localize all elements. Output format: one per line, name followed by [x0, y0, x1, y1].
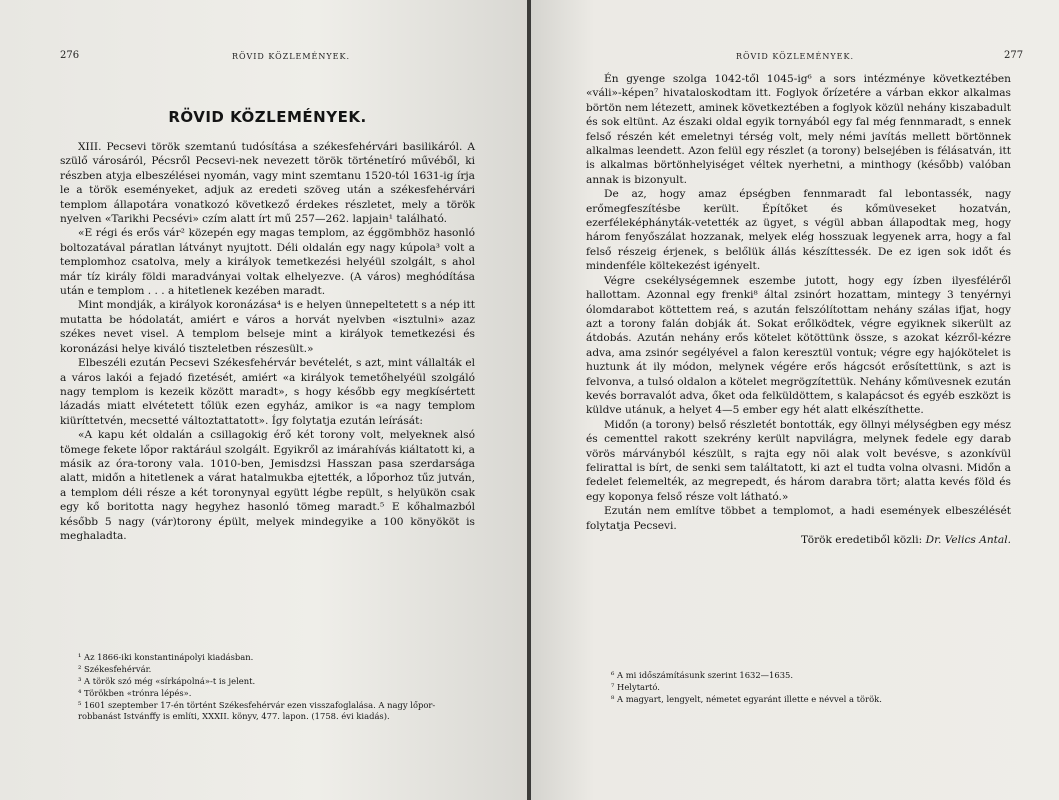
page-number: 277: [1004, 50, 1024, 61]
paragraph: Ezután nem említve többet a templomot, a hadi események elbeszélését folytatja Pecsevi.: [586, 505, 1011, 532]
paragraph: Mint mondják, a királyok koronázása⁴ is e helyen ünnepeltetett s a nép itt mutatta be hódolatát, amiért e város a horvát nyelvben «isztulni» azaz székes nevet visel. A templom belseje mint a királyok temetkezési és koronázási helye kiváló tiszteletben részesült.»: [60, 299, 476, 355]
footnote: ⁵ 1601 szeptember 17-én történt Székesfehérvár ezen visszafoglalása. A nagy lőpor-robbanást Istvánffy is említi, XXXII. könyv, 477. lapon. (1758. évi kiadás).: [78, 700, 436, 721]
paragraph: «A kapu két oldalán a csillagokig érő két torony volt, melyeknek alsó tömege fekete lőpor raktárául szolgált. Egyikről az imárahívás kiáltatott ki, a másik az óra-torony vala. 1010-ben, Jemisdzsi Hasszan pasa szerdarsága alatt, midőn a hitetlenek a várat hatalmukba ejtették, a lőporhoz tűz jutván, a templom déli része a két toronynyal együtt légbe repült, s helyükön csak egy kő boritotta nagy hegyhez hasonló tömeg maradt.⁵ E kőhalmazból később 5 nagy (vár)torony épült, melyek mindegyike a 100 könyököt is meghaladta.: [60, 429, 475, 542]
paragraph: Végre csekélységemnek eszembe jutott, hogy egy ízben ilyesféléről hallottam. Azonnal egy frenki⁸ által zsinórt hozattam, mintegy 3 tenyérnyi ólomdarabot köttettem reá, s azután felszólítottam nehány szálas ifjat, hogy azt a torony falán dobják át. Sokat erőlködtek, végre egyiknek sikerült az átdobás. Azután nehány erős kötelet kötöttünk össze, s azokat kézről-kézre adva, ama zsinór segélyével a falon keresztül vontuk; végre egy hajókötelet is huztunk át ily módon, melynek végére erős hágcsót erősítettünk, s azt is felvonva, a tulsó oldalon a kötelet megrögzítettük. Nehány kőmüvesnek ezután kevés borravalót adva, őket oda felküldöttem, s kalapácsot és egyéb eszközt is küldve utánuk, a helyet 4—5 ember egy hét alatt elkészíthette.: [586, 274, 1011, 417]
left-footnotes: [78, 652, 478, 723]
footnote: ³ A török szó még «sírkápolná»-t is jelent.: [78, 676, 256, 686]
section-title: RÖVID KÖZLEMÉNYEK.: [168, 108, 367, 126]
signature-line: [586, 533, 1011, 547]
left-body-text: [60, 140, 475, 543]
paragraph: Midőn (a torony) belső részletét bontották, egy öllnyi mélységben egy mész és cementtel rakott szekrény került napvilágra, melynek fedele egy darab vörös márványból készült, s rajta egy nõi alak volt bevésve, s azonkívül felirattal is bírt, de senki sem találtatott, ki azt el tudta volna olvasni. Midőn a fedelet felemelték, az megrepedt, és három darabra tört; alatta kevés föld és egy koponya felső része volt látható.»: [586, 418, 1011, 503]
footnote: ⁷ Helytartó.: [611, 682, 660, 692]
footnote: ⁶ A mi időszámításunk szerint 1632—1635.: [611, 670, 794, 680]
paragraph: XIII. Pecsevi török szemtanú tudósítása a székesfehérvári basilikáról. A szülő városáról, Pécsről Pecsevi-nek nevezett török történetíró művéből, ki részben atyja elbeszélései nyomán, vagy mint szemtanu 1520-tól 1631-ig írja le a török eseményeket, adjuk az eredeti szöveg után a székesfehérvári templom állapotára vonatkozó következő érdekes részletet, mely a török nyelven «Tarikhi Pecsévi» czím alatt írt mű 257—262. lapjain¹ található.: [60, 141, 475, 226]
right-footnotes: [611, 670, 1011, 706]
running-head: RÖVID KÖZLEMÉNYEK.: [232, 52, 351, 61]
paragraph: Én gyenge szolga 1042-től 1045-ig⁶ a sors intézménye következtében «váli»-képen⁷ hivataloskodtam itt. Foglyok őrízetére a várban ekkor alkalmas börtön nem létezett, aminek következtében a foglyok közül nehány kiszabadult és sok eltünt. Az északi oldal egyik tornyából egy fal még fennmaradt, s ennek felső részén két emeletnyi térség volt, mely némi javítás mellett börtönnek alkalmas leendett. Azon felül egy részlet (a torony) belsejében is félásatván, itt is alkalmas börtönhelyiséget véltek nyerhetni, a minthogy (később) valóban annak is bizonyult.: [586, 73, 1011, 186]
paragraph: «E régi és erős vár² közepén egy magas templom, az éggömbhöz hasonló boltozatával páratlan látványt nyujtott. Déli oldalán egy nagy kúpola³ volt a templomhoz csatolva, mely a királyok temetkezési helyéül szolgált, s ahol már tíz király földi maradványai voltak elhelyezve. (A város) meghódítása után e templom . . . a hitetlenek kezében maradt.: [60, 227, 475, 298]
paragraph: De az, hogy amaz épségben fennmaradt fal lebontassék, nagy erőmegfeszítésbe került. Építőket és kőmüveseket hozatván, ezerféleképhányták-vetették az ügyet, s végül abban állapodtak meg, hogy három fenyőszálat hozzanak, melyek elég hosszuak legyenek arra, hogy a fal felső részeig érjenek, s belőlük állás készíttessék. De ez igen sok időt és mindenféle költekezést igényelt.: [586, 188, 1011, 273]
footnote: ² Székesfehérvár.: [78, 664, 152, 674]
signature-prefix: Török eredetiből közli:: [801, 534, 923, 546]
page-number: 276: [60, 50, 80, 61]
footnote: ⁸ A magyart, lengyelt, németet egyaránt illette e névvel a török.: [611, 694, 882, 704]
paragraph: Elbeszéli ezután Pecsevi Székesfehérvár bevételét, s azt, mint vállalták el a város lakói a fejadó fizetését, amiért «a királyok temetőhelyéül szolgáló nagy templom is kezeik között maradt», s hogy később egy megkísértett lázadás miatt elvétetett tőlük ezen egyház, amikor is «a nagy templom kiüríttetvén, mecsetté változtattatott». Így folytatja ezután leírását:: [60, 357, 475, 427]
right-page: [531, 0, 1059, 800]
left-page: [0, 0, 528, 800]
signature-name: Dr. Velics Antal.: [925, 534, 1011, 546]
footnote: ¹ Az 1866-iki konstantinápolyi kiadásban.: [78, 652, 254, 662]
running-head: RÖVID KÖZLEMÉNYEK.: [736, 52, 855, 61]
footnote: ⁴ Törökben «trónra lépés».: [78, 688, 192, 698]
right-body-text: [586, 72, 1011, 547]
